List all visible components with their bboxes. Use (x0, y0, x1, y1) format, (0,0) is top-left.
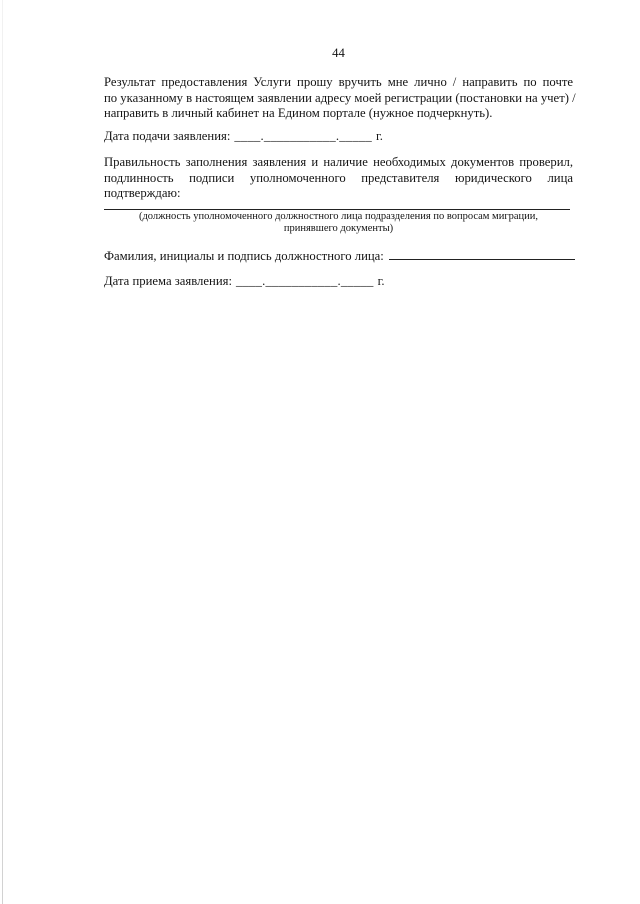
official-position-line (104, 209, 570, 210)
submission-date-row (104, 129, 573, 145)
official-position-caption (104, 211, 573, 235)
submission-date-year-suffix: г. (375, 129, 383, 143)
verification-paragraph (104, 155, 573, 202)
caption-line: принявшего документы) (283, 223, 394, 234)
official-signature-row (104, 248, 573, 265)
caption-line: (должность уполномоченного должностного лица подразделения по вопросам миграции, (138, 211, 539, 222)
page-number: 44 (332, 46, 345, 60)
acceptance-date-row (104, 274, 573, 290)
submission-date-blank: ____.___________._____ (234, 129, 372, 143)
submission-date-label: Дата подачи заявления: (104, 129, 231, 143)
official-signature-line (389, 248, 575, 260)
official-signature-label: Фамилия, инициалы и подпись должностного лица: (104, 249, 384, 263)
acceptance-date-blank: ____.___________._____ (235, 274, 374, 288)
paragraph-line: Правильность заполнения заявления и наличие необходимых документов проверил, (104, 155, 573, 169)
paragraph-line: Результат предоставления Услуги прошу вручить мне лично / направить по почте (104, 75, 573, 89)
acceptance-date-label: Дата приема заявления: (104, 274, 232, 288)
scan-edge-artifact (2, 0, 3, 904)
paragraph-line: по указанному в настоящем заявлении адресу моей регистрации (постановки на учет) / (104, 90, 576, 105)
service-result-request-paragraph (104, 75, 576, 122)
paragraph-line: направить в личный кабинет на Едином портале (нужное подчеркнуть). (104, 106, 493, 121)
paragraph-line: подтверждаю: (104, 186, 181, 201)
acceptance-date-year-suffix: г. (377, 274, 385, 288)
paragraph-line: подлинность подписи уполномоченного представителя юридического лица (104, 170, 573, 185)
